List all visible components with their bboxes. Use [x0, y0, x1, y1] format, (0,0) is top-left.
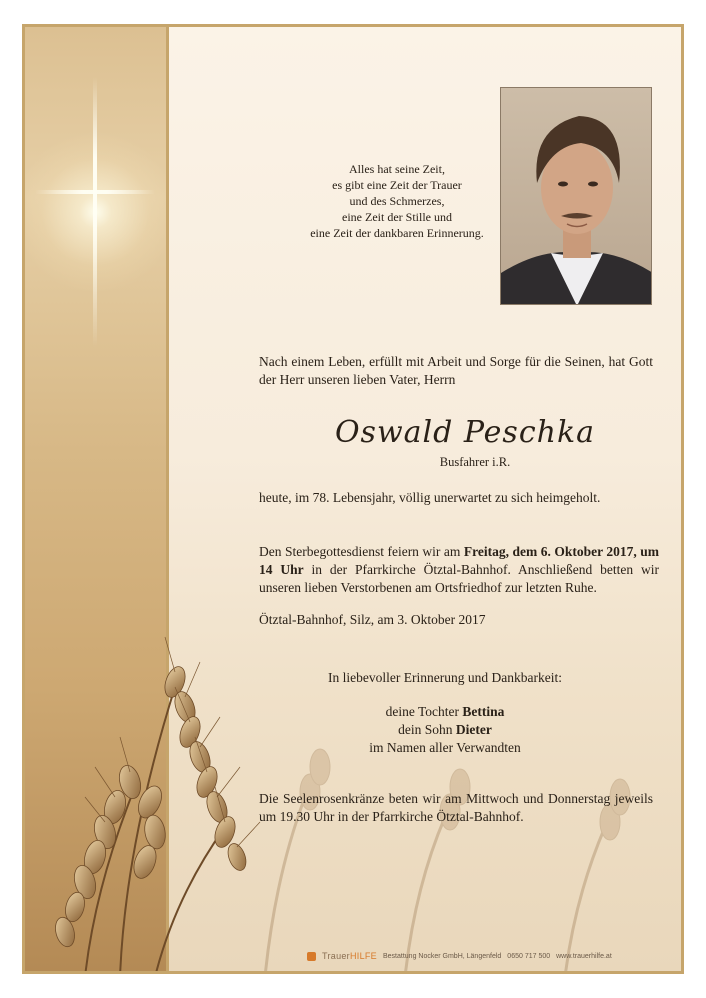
- footer: [307, 949, 612, 963]
- rosary-notice: Die Seelenrosenkränze beten wir am Mittwoch und Donnerstag jeweils um 19.30 Uhr in der Pfarrkirche Ötztal-Bahnhof.: [259, 791, 653, 824]
- website[interactable]: www.trauerhilfe.at: [556, 952, 612, 960]
- portrait-illustration: [501, 88, 652, 305]
- light-cross-beam: [35, 190, 155, 194]
- wheat-ears-image: [25, 627, 285, 974]
- daughter-prefix: deine Tochter: [385, 704, 463, 719]
- remembrance-text: In liebevoller Erinnerung und Dankbarkeit:: [328, 670, 562, 685]
- logo-part1: Trauer: [322, 951, 350, 961]
- company-name: Bestattung Nocker GmbH, Längenfeld: [383, 952, 502, 960]
- family-daughter: [315, 703, 575, 721]
- obituary-card: [22, 24, 684, 974]
- daughter-name: Bettina: [462, 704, 505, 719]
- son-prefix: dein Sohn: [398, 722, 456, 737]
- poem-line: Alles hat seine Zeit,: [349, 162, 445, 176]
- service-date: Freitag, dem 6. Oktober 2017,: [463, 544, 637, 559]
- family-list: [315, 703, 575, 757]
- place-and-date: Ötztal-Bahnhof, Silz, am 3. Oktober 2017: [259, 612, 486, 627]
- poem-line: eine Zeit der Stille und: [342, 210, 452, 224]
- service-text-rest: in der Pfarrkirche Ötztal-Bahnhof. Anschließend betten wir unseren lieben Verstorbenen am Ortsfriedhof zur letzten Ruhe.: [259, 562, 659, 595]
- poem-line: es gibt eine Zeit der Trauer: [332, 178, 462, 192]
- poem-line: eine Zeit der dankbaren Erinnerung.: [310, 226, 484, 240]
- service-text: Den Sterbegottesdienst feiern wir am: [259, 544, 464, 559]
- logo-part2: HILFE: [349, 951, 377, 961]
- light-cross-icon: [93, 77, 97, 347]
- poem-line: und des Schmerzes,: [349, 194, 445, 208]
- son-name: Dieter: [455, 722, 492, 737]
- portrait-photo: [500, 87, 652, 305]
- family-relatives: im Namen aller Verwandten: [369, 740, 521, 755]
- trauerhilfe-logo: [322, 951, 377, 961]
- deceased-name: Oswald Peschka: [334, 415, 596, 450]
- family-son: [315, 721, 575, 739]
- trauerhilfe-logo-icon: [307, 952, 316, 961]
- phone-number: 0650 717 500: [507, 952, 551, 960]
- poem: [287, 161, 507, 241]
- intro-text: Nach einem Leben, erfüllt mit Arbeit und Sorge für die Seinen, hat Gott der Herr unseren lieben Vater, Herrn: [259, 354, 653, 387]
- service-time: um 14 Uhr: [259, 544, 659, 577]
- funeral-service-text: [259, 543, 659, 597]
- death-notice-text: heute, im 78. Lebensjahr, völlig unerwartet zu sich heimgeholt.: [259, 490, 601, 505]
- deceased-title: Busfahrer i.R.: [439, 455, 511, 469]
